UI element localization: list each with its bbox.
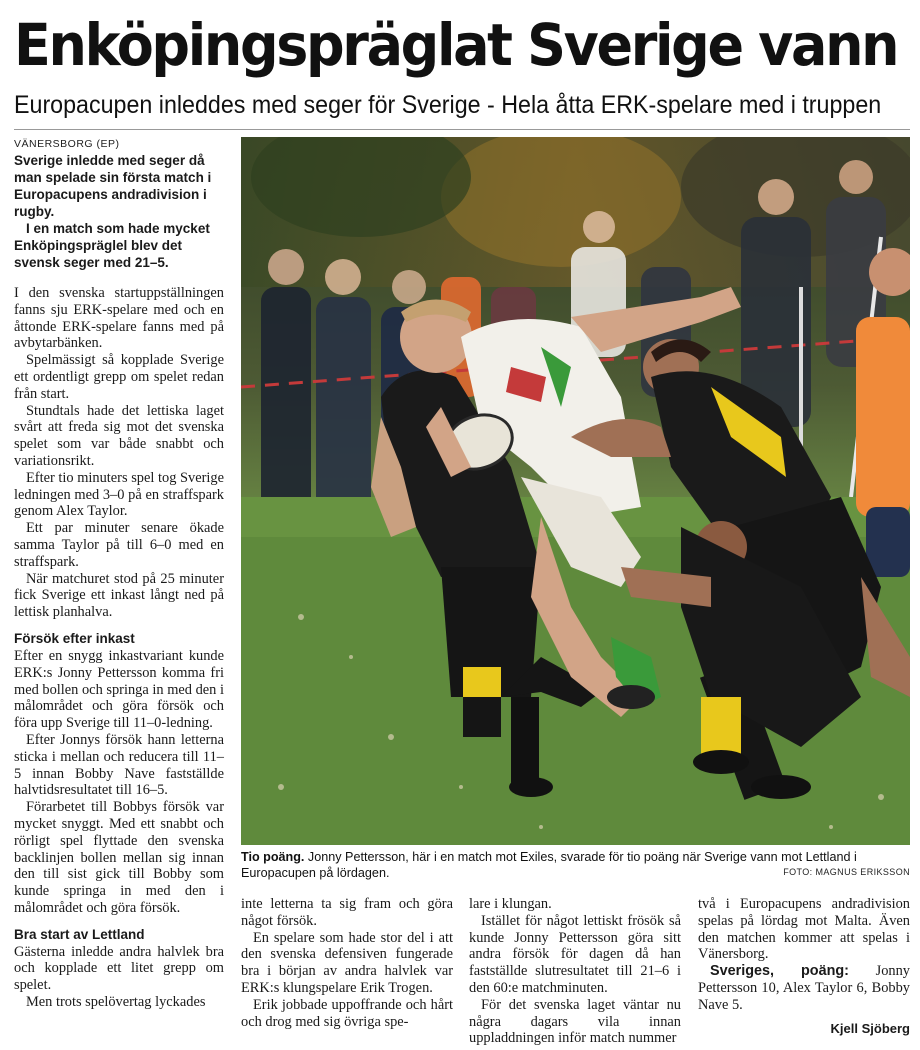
body-paragraph: I den svenska startuppställningen fanns sju ERK-spelare med och en åttonde ERK-spelare fanns med på avbytarbänken. <box>14 285 224 352</box>
caption-text: Jonny Pettersson, här i en match mot Exiles, svarade för tio poäng när Sverige vann mot Lettland i Europacupen på lördagen. <box>241 850 857 880</box>
body-paragraph: Förarbetet till Bobbys försök var mycket snyggt. Med ett snabbt och rörligt spel flyttade den svenska backlinjen bollen mellan sig innan den till sist gick till Bobby som kunde springa in med den i målområdet och göra försök. <box>14 799 224 916</box>
subheadline: Europacupen inleddes med seger för Sverige - Hela åtta ERK-spelare med i truppen <box>14 91 882 119</box>
score-summary <box>698 963 910 1013</box>
article-column-2 <box>241 896 453 1030</box>
body-paragraph: Efter Jonnys försök hann letterna sticka i mellan och reducera till 11–5 innan Bobby Nave fastställde halvtidsresultatet till 16–5. <box>14 731 224 799</box>
body-paragraph: För det svenska laget väntar nu några dagars vila innan uppladdningen inför match nummer <box>469 996 681 1047</box>
summary-label: Sveriges, poäng: <box>710 963 849 980</box>
body-text <box>14 944 224 1011</box>
section-subtitle: Försök efter inkast <box>14 630 135 646</box>
photo-credit: FOTO: MAGNUS ERIKSSON <box>783 867 910 877</box>
body-paragraph: Istället för något lettiskt frösök så kunde Jonny Pettersson göra sitt andra försök för dagen då han fastställde slutresultatet till 21–6 i den 60:e matchminuten. <box>469 912 681 996</box>
body-paragraph: Gästerna inledde andra halvlek bra och kopplade ett litet grepp om spelet. <box>14 943 224 994</box>
body-paragraph: Stundtals hade det lettiska laget svårt att freda sig mot det svenska spelet som var både snabbt och variationsrikt. <box>14 402 224 469</box>
article-column-4 <box>698 896 910 1037</box>
body-paragraph: Ett par minuter senare ökade samma Taylor på till 6–0 med en straffspark. <box>14 520 224 570</box>
body-paragraph: Efter tio minuters spel tog Sverige ledningen med 3–0 på en straffspark genom Alex Taylor. <box>14 469 224 520</box>
body-paragraph: två i Europacupens andradivision spelas på lördag mot Malta. Även den matchen kommer att spelas i Vänersborg. <box>698 896 910 963</box>
body-paragraph: Erik jobbade uppoffrande och hårt och drog med sig övriga spe- <box>241 996 453 1030</box>
rugby-photo <box>241 137 910 845</box>
lead-text <box>14 152 224 271</box>
article-column-3 <box>469 896 681 1047</box>
section-subtitle: Bra start av Lettland <box>14 926 145 942</box>
body-text <box>14 285 224 621</box>
body-paragraph: En spelare som hade stor del i att den svenska defensiven fungerade bra i början av andra halvlek var ERK:s klungspelare Erik Trogen. <box>241 929 453 996</box>
summary-text: Jonny Pettersson 10, Alex Taylor 6, Bobby Nave 5. <box>698 963 910 1013</box>
body-paragraph: När matchuret stod på 25 minuter fick Sverige ett inkast långt ned på lettisk planhalva. <box>14 570 224 621</box>
body-paragraph: lare i klungan. <box>469 896 552 912</box>
body-paragraph: inte letterna ta sig fram och göra något försök. <box>241 896 453 929</box>
body-paragraph: Men trots spelövertag lyckades <box>26 994 206 1011</box>
body-paragraph: Spelmässigt så kopplade Sverige ett ordentligt grepp om spelet redan från start. <box>14 352 224 402</box>
header-rule <box>14 129 910 130</box>
dateline: VÄNERSBORG (EP) <box>14 138 120 150</box>
body-text <box>14 648 224 917</box>
article-column-1 <box>14 136 224 1011</box>
author-signature: Kjell Sjöberg <box>830 1020 910 1036</box>
headline: Enköpingspräglat Sverige vann <box>14 11 898 79</box>
caption-lead: Tio poäng. <box>241 850 305 864</box>
lead-paragraph: Sverige inledde med seger då man spelade sin första match i Europacupens andradivision i rugby. <box>14 153 212 219</box>
lead-paragraph: I en match som hade mycket Enköpingspräglel blev det svensk seger med 21–5. <box>14 221 210 270</box>
body-paragraph: Efter en snygg inkastvariant kunde ERK:s Jonny Pettersson komma fri med bollen och springa in med den i målområdet och göra försök och föra upp Sverige till 11–0-ledning. <box>14 647 224 732</box>
